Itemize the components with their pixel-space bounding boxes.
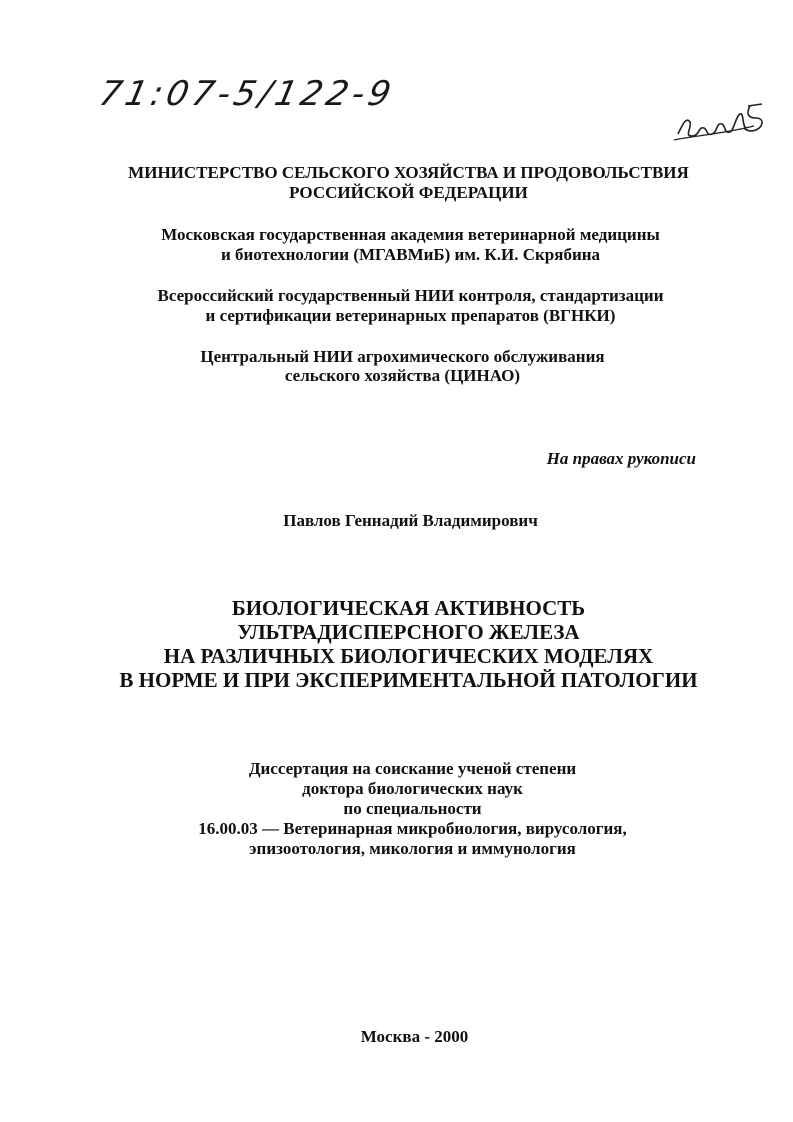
city-year: Москва - 2000 [360,1027,469,1046]
cinao-line-2: сельского хозяйства (ЦИНАО) [284,366,521,385]
academy-line-1: Московская государственная академия ветеринарной медицины [161,225,660,244]
title-line-1: БИОЛОГИЧЕСКАЯ АКТИВНОСТЬ [231,596,586,620]
degree-line-2: доктора биологических наук [302,779,523,798]
cinao-line-1: Центральный НИИ агрохимического обслуживания [200,347,605,366]
vgnki-line-2: и сертификации ветеринарных препаратов (ВГНКИ) [205,306,616,325]
degree-line-4: 16.00.03 — Ветеринарная микробиология, вирусология, [198,819,627,838]
dissertation-title [12,596,793,692]
degree-line-3: по специальности [343,799,482,818]
degree-statement [16,759,793,859]
academy-name [14,225,793,265]
signature-mark [672,96,772,156]
degree-line-5: эпизоотология, микология и иммунология [249,839,576,858]
title-line-4: В НОРМЕ И ПРИ ЭКСПЕРИМЕНТАЛЬНОЙ ПАТОЛОГИИ [119,668,698,692]
title-line-2: УЛЬТРАДИСПЕРСНОГО ЖЕЛЕЗА [237,620,580,644]
degree-line-1: Диссертация на соискание ученой степени [248,759,577,778]
vgnki-line-1: Всероссийский государственный НИИ контроля, стандартизации [157,286,664,305]
manuscript-rights-note: На правах рукописи [546,449,696,468]
ministry-line-2: РОССИЙСКОЙ ФЕДЕРАЦИИ [289,183,528,202]
author-name: Павлов Геннадий Владимирович [283,511,538,530]
ministry-name [12,163,793,203]
ministry-line-1: МИНИСТЕРСТВО СЕЛЬСКОГО ХОЗЯЙСТВА И ПРОДОВОЛЬСТВИЯ [128,163,689,182]
title-line-3: НА РАЗЛИЧНЫХ БИОЛОГИЧЕСКИХ МОДЕЛЯХ [163,644,654,668]
academy-line-2: и биотехнологии (МГАВМиБ) им. К.И. Скрябина [220,245,601,264]
handwritten-catalog-number: 71:07-5/122-9 [95,74,399,114]
cinao-name [6,347,793,385]
vgnki-name [14,286,793,326]
